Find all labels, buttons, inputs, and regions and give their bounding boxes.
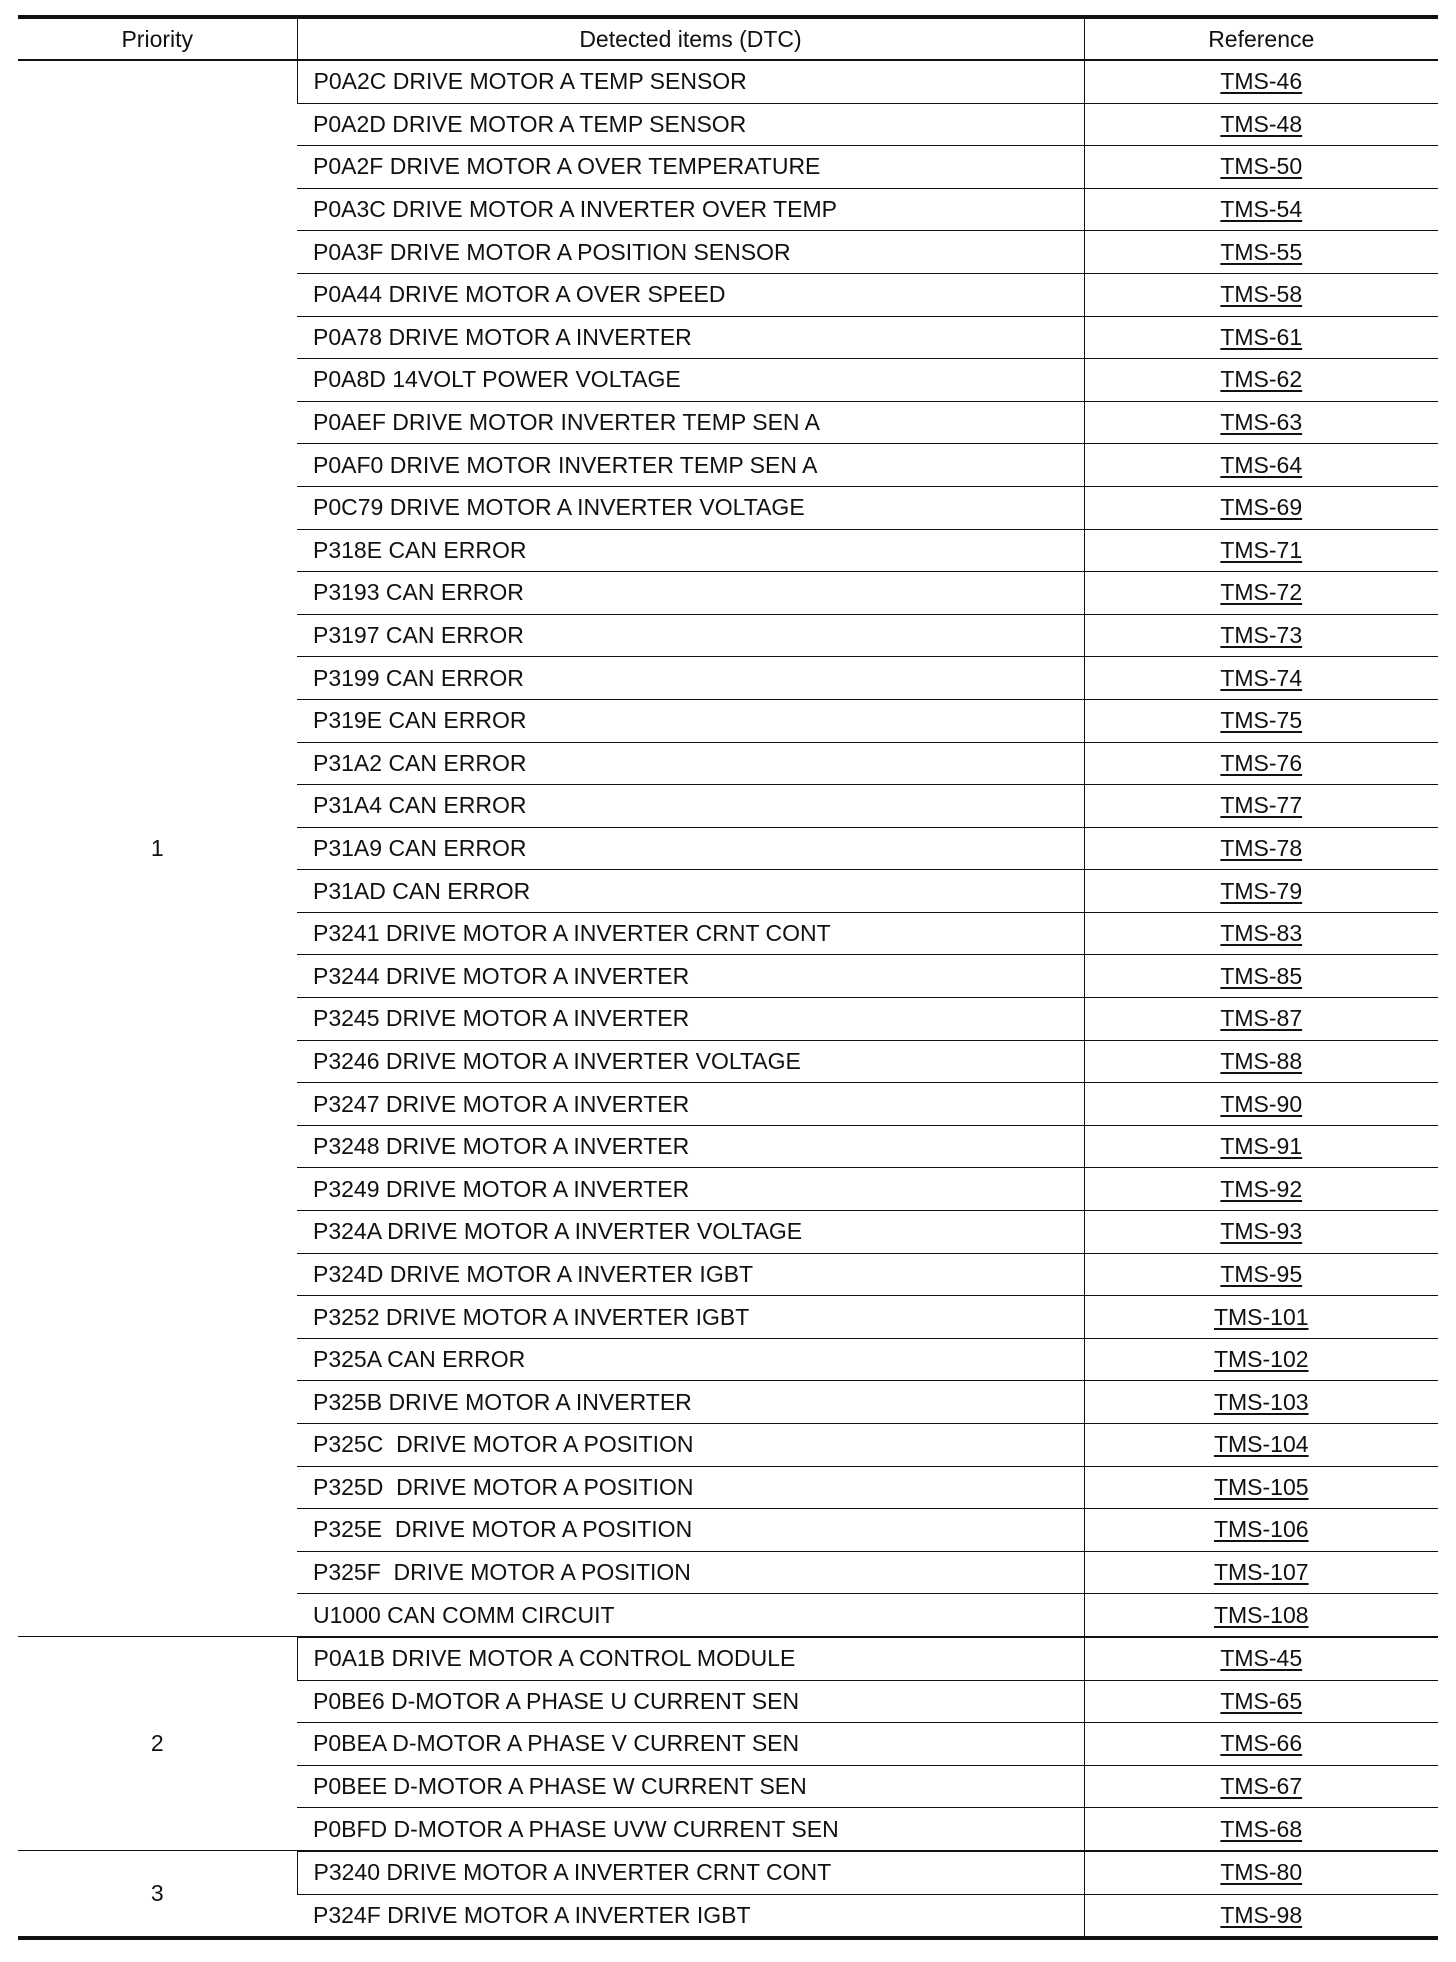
dtc-item-cell: P3240 DRIVE MOTOR A INVERTER CRNT CONT: [297, 1851, 1084, 1894]
reference-link[interactable]: TMS-67: [1084, 1765, 1438, 1808]
reference-link[interactable]: TMS-83: [1084, 912, 1438, 955]
table-row: [18, 1851, 1438, 1894]
reference-link[interactable]: TMS-108: [1084, 1594, 1438, 1637]
reference-link[interactable]: TMS-105: [1084, 1466, 1438, 1509]
reference-link[interactable]: TMS-65: [1084, 1680, 1438, 1723]
dtc-item-cell: P325D DRIVE MOTOR A POSITION: [297, 1466, 1084, 1509]
reference-link[interactable]: TMS-107: [1084, 1551, 1438, 1594]
reference-link[interactable]: TMS-55: [1084, 231, 1438, 274]
header-reference: Reference: [1084, 17, 1438, 60]
reference-link[interactable]: TMS-106: [1084, 1509, 1438, 1552]
reference-link[interactable]: TMS-90: [1084, 1083, 1438, 1126]
dtc-item-cell: P3244 DRIVE MOTOR A INVERTER: [297, 955, 1084, 998]
dtc-item-cell: P3246 DRIVE MOTOR A INVERTER VOLTAGE: [297, 1040, 1084, 1083]
dtc-item-cell: P0C79 DRIVE MOTOR A INVERTER VOLTAGE: [297, 486, 1084, 529]
reference-link[interactable]: TMS-74: [1084, 657, 1438, 700]
reference-link[interactable]: TMS-102: [1084, 1338, 1438, 1381]
reference-link[interactable]: TMS-76: [1084, 742, 1438, 785]
dtc-item-cell: P325B DRIVE MOTOR A INVERTER: [297, 1381, 1084, 1424]
reference-link[interactable]: TMS-73: [1084, 614, 1438, 657]
table-row: [18, 1637, 1438, 1680]
dtc-item-cell: P324D DRIVE MOTOR A INVERTER IGBT: [297, 1253, 1084, 1296]
reference-link[interactable]: TMS-58: [1084, 273, 1438, 316]
reference-link[interactable]: TMS-92: [1084, 1168, 1438, 1211]
reference-link[interactable]: TMS-61: [1084, 316, 1438, 359]
reference-link[interactable]: TMS-62: [1084, 359, 1438, 402]
dtc-item-cell: P325C DRIVE MOTOR A POSITION: [297, 1424, 1084, 1467]
dtc-item-cell: P3248 DRIVE MOTOR A INVERTER: [297, 1125, 1084, 1168]
dtc-item-cell: U1000 CAN COMM CIRCUIT: [297, 1594, 1084, 1637]
priority-cell: 1: [18, 60, 297, 1637]
dtc-item-cell: P324F DRIVE MOTOR A INVERTER IGBT: [313, 1901, 751, 1928]
dtc-item-cell: P0AF0 DRIVE MOTOR INVERTER TEMP SEN A: [297, 444, 1084, 487]
reference-link[interactable]: TMS-68: [1084, 1808, 1438, 1851]
dtc-item-cell: P0A8D 14VOLT POWER VOLTAGE: [297, 359, 1084, 402]
reference-link[interactable]: TMS-54: [1084, 188, 1438, 231]
dtc-item-cell: P0A2C DRIVE MOTOR A TEMP SENSOR: [297, 60, 1084, 103]
dtc-item-cell: P31A4 CAN ERROR: [297, 785, 1084, 828]
reference-link[interactable]: TMS-64: [1084, 444, 1438, 487]
reference-link[interactable]: TMS-78: [1084, 827, 1438, 870]
reference-link[interactable]: TMS-80: [1084, 1851, 1438, 1894]
dtc-item-cell: P325E DRIVE MOTOR A POSITION: [297, 1509, 1084, 1552]
dtc-item-cell: P0BEA D-MOTOR A PHASE V CURRENT SEN: [297, 1723, 1084, 1766]
dtc-item-cell: P325A CAN ERROR: [297, 1338, 1084, 1381]
dtc-item-cell: P3197 CAN ERROR: [297, 614, 1084, 657]
reference-link[interactable]: TMS-75: [1084, 699, 1438, 742]
dtc-item-cell: P325F DRIVE MOTOR A POSITION: [297, 1551, 1084, 1594]
dtc-item-cell: P0BEE D-MOTOR A PHASE W CURRENT SEN: [297, 1765, 1084, 1808]
header-row: [18, 17, 1438, 60]
reference-link[interactable]: TMS-63: [1084, 401, 1438, 444]
dtc-item-cell: P3247 DRIVE MOTOR A INVERTER: [297, 1083, 1084, 1126]
dtc-item-cell: P318E CAN ERROR: [297, 529, 1084, 572]
reference-link[interactable]: TMS-101: [1084, 1296, 1438, 1339]
reference-link[interactable]: TMS-72: [1084, 572, 1438, 615]
reference-link[interactable]: TMS-66: [1084, 1723, 1438, 1766]
header-priority: Priority: [18, 17, 297, 60]
reference-link[interactable]: TMS-103: [1084, 1381, 1438, 1424]
dtc-item-cell: P324A DRIVE MOTOR A INVERTER VOLTAGE: [297, 1211, 1084, 1254]
priority-cell: 2: [18, 1637, 297, 1851]
table-row: [18, 60, 1438, 103]
reference-link[interactable]: TMS-93: [1084, 1211, 1438, 1254]
reference-link[interactable]: TMS-46: [1084, 60, 1438, 103]
dtc-item-cell: P319E CAN ERROR: [297, 699, 1084, 742]
dtc-item-cell: P0BE6 D-MOTOR A PHASE U CURRENT SEN: [297, 1680, 1084, 1723]
dtc-item-cell: P3252 DRIVE MOTOR A INVERTER IGBT: [297, 1296, 1084, 1339]
dtc-item-cell: P3193 CAN ERROR: [297, 572, 1084, 615]
reference-link[interactable]: TMS-48: [1084, 103, 1438, 146]
dtc-item-cell: P0A2F DRIVE MOTOR A OVER TEMPERATURE: [297, 146, 1084, 189]
dtc-item-cell: P3245 DRIVE MOTOR A INVERTER: [297, 998, 1084, 1041]
dtc-item-cell: P31A9 CAN ERROR: [297, 827, 1084, 870]
reference-link[interactable]: TMS-69: [1084, 486, 1438, 529]
header-detected-items: Detected items (DTC): [297, 17, 1084, 60]
dtc-item-cell: P31A2 CAN ERROR: [297, 742, 1084, 785]
dtc-item-cell: P0BFD D-MOTOR A PHASE UVW CURRENT SEN: [297, 1808, 1084, 1851]
dtc-priority-table: [18, 15, 1438, 1940]
dtc-item-cell: P0A3F DRIVE MOTOR A POSITION SENSOR: [297, 231, 1084, 274]
reference-link[interactable]: TMS-71: [1084, 529, 1438, 572]
priority-cell: 3: [18, 1851, 297, 1938]
dtc-item-cell: P0AEF DRIVE MOTOR INVERTER TEMP SEN A: [297, 401, 1084, 444]
reference-link[interactable]: TMS-98: [1084, 1894, 1438, 1938]
reference-link[interactable]: TMS-88: [1084, 1040, 1438, 1083]
table-body: [18, 60, 1438, 1938]
reference-link[interactable]: TMS-95: [1084, 1253, 1438, 1296]
reference-link[interactable]: TMS-45: [1084, 1637, 1438, 1680]
dtc-item-cell: P3241 DRIVE MOTOR A INVERTER CRNT CONT: [297, 912, 1084, 955]
dtc-item-cell: P0A78 DRIVE MOTOR A INVERTER: [297, 316, 1084, 359]
reference-link[interactable]: TMS-104: [1084, 1424, 1438, 1467]
dtc-item-cell: P3199 CAN ERROR: [297, 657, 1084, 700]
reference-link[interactable]: TMS-77: [1084, 785, 1438, 828]
dtc-item-cell: P0A3C DRIVE MOTOR A INVERTER OVER TEMP: [297, 188, 1084, 231]
reference-link[interactable]: TMS-50: [1084, 146, 1438, 189]
dtc-item-cell: P31AD CAN ERROR: [297, 870, 1084, 913]
dtc-item-cell: P0A1B DRIVE MOTOR A CONTROL MODULE: [297, 1637, 1084, 1680]
dtc-item-cell: P0A2D DRIVE MOTOR A TEMP SENSOR: [297, 103, 1084, 146]
dtc-item-cell: P3249 DRIVE MOTOR A INVERTER: [297, 1168, 1084, 1211]
reference-link[interactable]: TMS-91: [1084, 1125, 1438, 1168]
dtc-item-cell: P0A44 DRIVE MOTOR A OVER SPEED: [297, 273, 1084, 316]
reference-link[interactable]: TMS-87: [1084, 998, 1438, 1041]
reference-link[interactable]: TMS-79: [1084, 870, 1438, 913]
reference-link[interactable]: TMS-85: [1084, 955, 1438, 998]
